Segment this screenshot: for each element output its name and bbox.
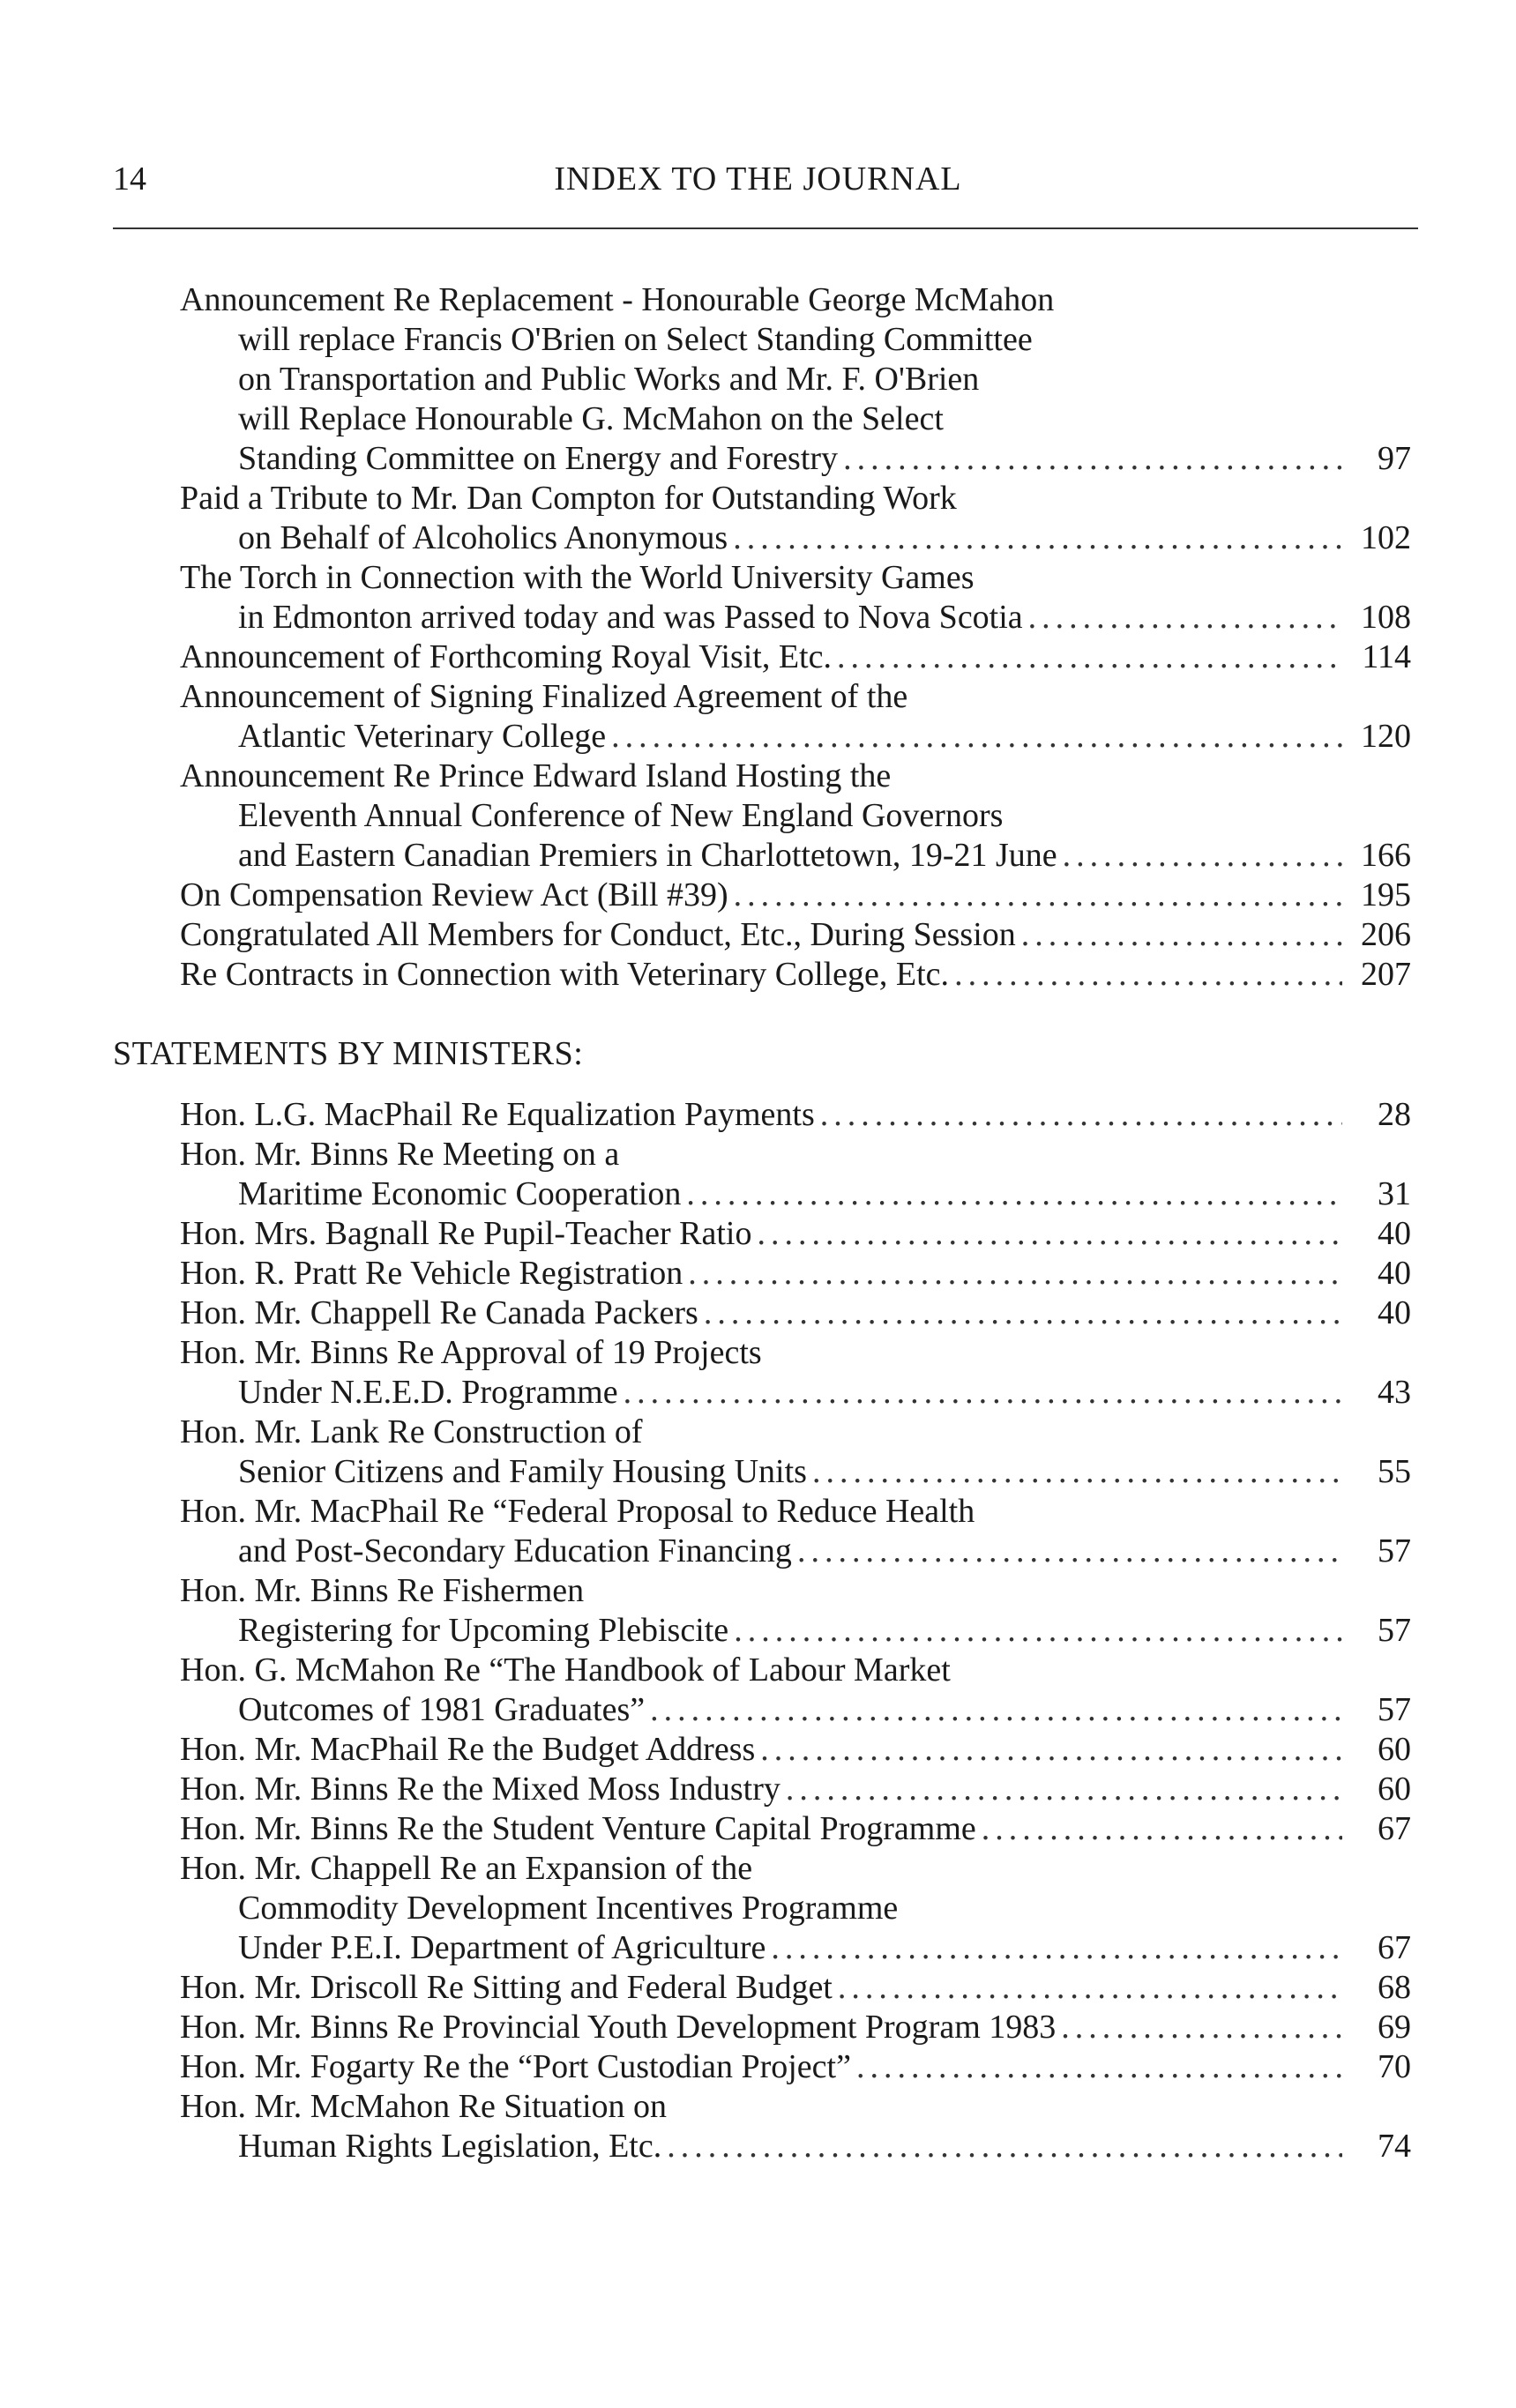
page-ref: 40 (1378, 1215, 1411, 1252)
dot-leader (704, 1293, 1342, 1333)
statement-entry (180, 1651, 1411, 1730)
entry-text: on Behalf of Alcoholics Anonymous (238, 519, 728, 556)
entry-line (180, 1532, 1411, 1571)
page-ref: 67 (1378, 1810, 1411, 1847)
dot-leader (758, 1214, 1343, 1254)
announcement-entry (180, 757, 1411, 876)
entry-line: on Transportation and Public Works and Mr. F. O'Brien (238, 361, 980, 398)
entry-line (180, 598, 1411, 637)
entry-text: Hon. Mr. Driscoll Re Sitting and Federal Budget (180, 1969, 833, 2006)
entry-text: Congratulated All Members for Conduct, Etc., During Session (180, 916, 1016, 953)
entry-text: Maritime Economic Cooperation (238, 1175, 682, 1212)
page-ref: 43 (1378, 1374, 1411, 1411)
dot-leader (786, 1770, 1342, 1809)
entry-line: The Torch in Connection with the World University Games (180, 559, 975, 596)
entry-text: Hon. Mr. Chappell Re Canada Packers (180, 1294, 698, 1331)
entry-line: Announcement of Signing Finalized Agreement of the (180, 678, 908, 715)
announcement-entry (180, 280, 1411, 479)
entry-line: Hon. Mr. MacPhail Re “Federal Proposal to Reduce Health (180, 1493, 975, 1530)
announcement-entry (180, 677, 1411, 757)
entry-line (180, 1770, 1411, 1809)
entry-line: Hon. Mr. Binns Re Fishermen (180, 1572, 585, 1609)
dot-leader (982, 1809, 1342, 1849)
statements-list (180, 1095, 1411, 2166)
statement-entry (180, 1571, 1411, 1651)
entry-line: Commodity Development Incentives Programme (238, 1890, 899, 1927)
entry-line (180, 1690, 1411, 1730)
page-ref: 55 (1378, 1453, 1411, 1490)
entry-text: Standing Committee on Energy and Forestry (238, 440, 839, 477)
statement-entry (180, 1413, 1411, 1492)
page-ref: 102 (1361, 519, 1411, 556)
page-ref: 40 (1378, 1255, 1411, 1292)
entry-line: Hon. Mr. Binns Re Approval of 19 Projects (180, 1334, 762, 1371)
dot-leader (797, 1532, 1342, 1571)
entry-line (180, 1214, 1411, 1254)
entry-line: Paid a Tribute to Mr. Dan Compton for Outstanding Work (180, 480, 957, 517)
entry-line (180, 1095, 1411, 1135)
section-heading-statements: STATEMENTS BY MINISTERS: (113, 1035, 584, 1072)
entry-text: Atlantic Veterinary College (238, 718, 607, 755)
entry-line (180, 1968, 1411, 2008)
dot-leader (760, 1730, 1342, 1770)
page-ref: 120 (1361, 718, 1411, 755)
entry-text: Human Rights Legislation, Etc. (238, 2128, 662, 2165)
dot-leader (843, 439, 1342, 479)
entry-line (180, 1254, 1411, 1293)
entry-text: Registering for Upcoming Plebiscite (238, 1612, 729, 1649)
entry-line (180, 1611, 1411, 1651)
entry-text: Hon. R. Pratt Re Vehicle Registration (180, 1255, 683, 1292)
entry-text: and Post-Secondary Education Financing (238, 1532, 792, 1569)
page-ref: 40 (1378, 1294, 1411, 1331)
dot-leader (812, 1452, 1342, 1492)
page-ref: 74 (1378, 2128, 1411, 2165)
statement-entry (180, 1214, 1411, 1254)
statement-entry (180, 1095, 1411, 1135)
header-rule (113, 227, 1418, 229)
entry-text: Hon. Mr. Binns Re Provincial Youth Development Program 1983 (180, 2009, 1057, 2046)
page-ref: 206 (1361, 916, 1411, 953)
page-ref: 69 (1378, 2009, 1411, 2046)
dot-leader (1061, 2008, 1342, 2047)
entry-line: Hon. Mr. McMahon Re Situation on (180, 2088, 668, 2125)
statement-entry (180, 1968, 1411, 2008)
entry-line (180, 717, 1411, 757)
entry-line (180, 2047, 1411, 2087)
entry-text: Hon. Mrs. Bagnall Re Pupil-Teacher Ratio (180, 1215, 752, 1252)
entry-line (180, 1730, 1411, 1770)
dot-leader (771, 1928, 1342, 1968)
dot-leader (1021, 915, 1342, 955)
entry-line (180, 915, 1411, 955)
page-number: 14 (113, 160, 146, 198)
statement-entry (180, 1293, 1411, 1333)
page-ref: 67 (1378, 1929, 1411, 1966)
page-ref: 97 (1378, 440, 1411, 477)
entry-line (180, 439, 1411, 479)
page-ref: 60 (1378, 1731, 1411, 1768)
entry-line: Hon. Mr. Binns Re Meeting on a (180, 1136, 620, 1173)
statement-entry (180, 1809, 1411, 1849)
dot-leader (650, 1690, 1342, 1730)
dot-leader (734, 1611, 1342, 1651)
announcement-entry (180, 558, 1411, 637)
entry-text: On Compensation Review Act (Bill #39) (180, 876, 728, 913)
entry-line (180, 1373, 1411, 1413)
entry-line (180, 2127, 1411, 2166)
entry-text: Hon. Mr. MacPhail Re the Budget Address (180, 1731, 756, 1768)
entry-line (180, 1452, 1411, 1492)
announcement-entry (180, 479, 1411, 558)
page-ref: 68 (1378, 1969, 1411, 2006)
announcement-entry (180, 915, 1411, 955)
entry-text: Under P.E.I. Department of Agriculture (238, 1929, 766, 1966)
statement-entry (180, 2047, 1411, 2087)
statement-entry (180, 1135, 1411, 1214)
page-ref: 114 (1362, 638, 1411, 675)
page-ref: 28 (1378, 1096, 1411, 1133)
page-ref: 57 (1378, 1691, 1411, 1728)
entry-text: Senior Citizens and Family Housing Units (238, 1453, 807, 1490)
dot-leader (820, 1095, 1342, 1135)
entry-text: Hon. L.G. MacPhail Re Equalization Payments (180, 1096, 815, 1133)
dot-leader (688, 1254, 1342, 1293)
entry-line: Eleventh Annual Conference of New England Governors (238, 797, 1004, 834)
entry-line (180, 518, 1411, 558)
statement-entry (180, 2008, 1411, 2047)
page-ref: 207 (1361, 956, 1411, 993)
statement-entry (180, 1770, 1411, 1809)
announcement-entry (180, 637, 1411, 677)
entry-line (180, 836, 1411, 876)
page-ref: 108 (1361, 599, 1411, 636)
entry-text: and Eastern Canadian Premiers in Charlottetown, 19-21 June (238, 837, 1057, 874)
statement-entry (180, 1849, 1411, 1968)
entry-line (180, 637, 1411, 677)
dot-leader (667, 2127, 1342, 2166)
entry-text: Under N.E.E.D. Programme (238, 1374, 618, 1411)
entry-text: in Edmonton arrived today and was Passed to Nova Scotia (238, 599, 1023, 636)
entry-line: Announcement Re Replacement - Honourable George McMahon (180, 281, 1055, 318)
entry-line (180, 1293, 1411, 1333)
entry-line (180, 876, 1411, 915)
statement-entry (180, 1730, 1411, 1770)
page-ref: 60 (1378, 1771, 1411, 1808)
statement-entry (180, 1492, 1411, 1571)
dot-leader (686, 1174, 1342, 1214)
page-ref: 166 (1361, 837, 1411, 874)
announcements-list (180, 280, 1411, 995)
entry-text: Outcomes of 1981 Graduates” (238, 1691, 646, 1728)
entry-line (180, 2008, 1411, 2047)
entry-line (180, 1174, 1411, 1214)
entry-line (180, 1928, 1411, 1968)
statement-entry (180, 2087, 1411, 2166)
entry-line: Hon. Mr. Lank Re Construction of (180, 1413, 643, 1450)
entry-text: Re Contracts in Connection with Veterinary College, Etc. (180, 956, 950, 993)
page-ref: 57 (1378, 1612, 1411, 1649)
running-title: INDEX TO THE JOURNAL (554, 160, 962, 198)
dot-leader (838, 1968, 1342, 2008)
entry-line: Announcement Re Prince Edward Island Hosting the (180, 757, 892, 794)
statement-entry (180, 1333, 1411, 1413)
entry-line: will Replace Honourable G. McMahon on the Select (238, 400, 944, 437)
statement-entry (180, 1254, 1411, 1293)
page-ref: 31 (1378, 1175, 1411, 1212)
dot-leader (1028, 598, 1342, 637)
page-ref: 57 (1378, 1532, 1411, 1569)
entry-line: Hon. G. McMahon Re “The Handbook of Labour Market (180, 1651, 951, 1689)
dot-leader (611, 717, 1342, 757)
entry-line: Hon. Mr. Chappell Re an Expansion of the (180, 1850, 753, 1887)
page-ref: 70 (1378, 2048, 1411, 2085)
dot-leader (954, 955, 1342, 995)
dot-leader (856, 2047, 1342, 2087)
dot-leader (734, 876, 1342, 915)
entry-text: Hon. Mr. Binns Re the Mixed Moss Industry (180, 1771, 780, 1808)
dot-leader (1063, 836, 1342, 876)
entry-text: Announcement of Forthcoming Royal Visit, Etc. (180, 638, 832, 675)
announcement-entry (180, 876, 1411, 915)
page-ref: 195 (1361, 876, 1411, 913)
dot-leader (837, 637, 1342, 677)
entry-text: Hon. Mr. Binns Re the Student Venture Capital Programme (180, 1810, 976, 1847)
dot-leader (733, 518, 1342, 558)
entry-line (180, 1809, 1411, 1849)
dot-leader (624, 1373, 1342, 1413)
entry-text: Hon. Mr. Fogarty Re the “Port Custodian Project” (180, 2048, 851, 2085)
entry-line (180, 955, 1411, 995)
announcement-entry (180, 955, 1411, 995)
entry-line: will replace Francis O'Brien on Select Standing Committee (238, 321, 1033, 358)
